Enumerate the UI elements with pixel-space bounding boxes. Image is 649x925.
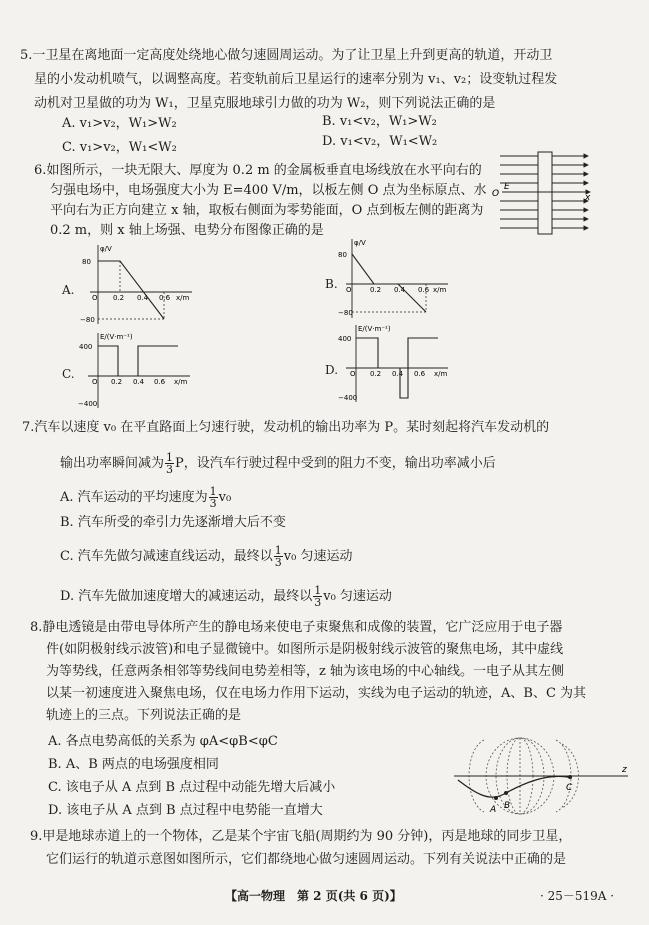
graph-a-curve bbox=[98, 261, 164, 319]
q6-option-d-label: D. bbox=[325, 363, 339, 377]
q5-line3: 动机对卫星做的功为 W₁，卫星克服地球引力做的功为 W₂，则下列说法正确的是 bbox=[34, 96, 496, 111]
tick-06: 0.6 bbox=[414, 370, 426, 378]
q8-line2: 件(如阴极射线示波管)和电子显微镜中。如图所示是阴极射线示波管的聚焦电场，其中虚线 bbox=[46, 642, 564, 657]
tick-04: 0.4 bbox=[137, 294, 149, 302]
tick-o: O bbox=[92, 378, 98, 386]
q5-option-d: D. v₁<v₂，W₁<W₂ bbox=[322, 134, 438, 149]
tick-06: 0.6 bbox=[154, 378, 166, 386]
tick-06: 0.6 bbox=[159, 294, 171, 302]
q7-option-d: D. 汽车先做加速度增大的减速运动，最终以 $\frac{1}{3}$ v₀ 匀速运动 bbox=[60, 584, 392, 609]
q5-option-a: A. v₁>v₂，W₁>W₂ bbox=[62, 116, 177, 131]
q5-option-b: B. v₁<v₂，W₁>W₂ bbox=[322, 114, 437, 129]
q6-option-c-label: C. bbox=[62, 367, 75, 381]
fraction-one-third: $\frac{1}{3}$ bbox=[166, 451, 174, 476]
q6-line4: 0.2 m，则 x 轴上场强、电势分布图像正确的是 bbox=[50, 223, 324, 238]
q6-option-a-label: A. bbox=[62, 283, 75, 297]
q6-line1: 6.如图所示，一块无限大、厚度为 0.2 m 的金属板垂直电场线放在水平向右的 bbox=[34, 163, 482, 178]
q6-graph-b bbox=[338, 236, 458, 321]
axis-e: E/(V·m⁻¹) bbox=[100, 333, 133, 341]
tick-neg80: −80 bbox=[80, 316, 95, 324]
tick-80: 80 bbox=[82, 258, 91, 266]
axis-x: x/m bbox=[433, 286, 447, 294]
q8-option-c: C. 该电子从 A 点到 B 点过程中动能先增大后减小 bbox=[48, 780, 336, 795]
origin-label: O bbox=[492, 189, 500, 199]
q8-line5: 轨迹上的三点。下列说法正确的是 bbox=[46, 708, 242, 723]
tick-neg80: −80 bbox=[338, 309, 353, 317]
tick-02: 0.2 bbox=[113, 294, 125, 302]
page-footer: 【高一物理 第 2 页(共 6 页)】 bbox=[225, 889, 402, 903]
q6-graph-a bbox=[80, 242, 200, 327]
q8-option-a: A. 各点电势高低的关系为 φA<φB<φC bbox=[48, 734, 278, 749]
axis-x: x/m bbox=[176, 294, 190, 302]
label-c: C bbox=[566, 783, 573, 793]
tick-400: 400 bbox=[338, 335, 352, 343]
tick-80: 80 bbox=[338, 251, 347, 259]
tick-04: 0.4 bbox=[392, 370, 404, 378]
q5-option-c: C. v₁>v₂，W₁<W₂ bbox=[62, 140, 177, 155]
q6-field-diagram bbox=[494, 150, 594, 236]
tick-neg400: −400 bbox=[78, 400, 98, 408]
q9-line1: 9.甲是地球赤道上的一个物体，乙是某个宇宙飞船(周期约为 90 分钟)，丙是地球的同步卫星， bbox=[30, 829, 572, 844]
tick-06: 0.6 bbox=[418, 286, 430, 294]
tick-04: 0.4 bbox=[394, 286, 406, 294]
q8-line4: 以某一初速度进入聚焦电场，仅在电场力作用下运动，实线为电子运动的轨迹，A、B、C 为其 bbox=[46, 686, 587, 701]
q6-line3: 平向右为正方向建立 x 轴，取板右侧面为零势能面，O 点到板左侧的距离为 bbox=[50, 203, 484, 218]
metal-plate bbox=[538, 152, 552, 234]
q7-line2: 输出功率瞬间减为 $\frac{1}{3}$ P，设汽车行驶过程中受到的阻力不变，输出功率减小后 bbox=[60, 451, 496, 476]
q5-line1: 5.一卫星在离地面一定高度处绕地心做匀速圆周运动。为了让卫星上升到更高的轨道，开动卫 bbox=[20, 48, 553, 63]
q7-option-c: C. 汽车先做匀减速直线运动，最终以 $\frac{1}{3}$ v₀ 匀速运动 bbox=[60, 544, 353, 569]
tick-02: 0.2 bbox=[111, 378, 123, 386]
q7-line1: 7.汽车以速度 v₀ 在平直路面上匀速行驶，发动机的输出功率为 P。某时刻起将汽车发动机的 bbox=[22, 420, 550, 435]
paper-code: · 25－519A · bbox=[540, 889, 615, 903]
q7-option-a: A. 汽车运动的平均速度为 $\frac{1}{3}$ v₀ bbox=[60, 485, 232, 510]
q8-line3: 为等势线，任意两条相邻等势线间电势差相等，z 轴为该电场的中心轴线。一电子从其左侧 bbox=[46, 664, 564, 679]
tick-o: O bbox=[346, 286, 352, 294]
q8-option-d: D. 该电子从 A 点到 B 点过程中电势能一直增大 bbox=[48, 803, 323, 818]
q6-option-b-label: B. bbox=[325, 277, 338, 291]
q8-line1: 8.静电透镜是由带电导体所产生的静电场来使电子束聚焦和成像的装置，它广泛应用于电子器 bbox=[30, 620, 563, 635]
axis-e: E/(V·m⁻¹) bbox=[358, 325, 391, 333]
label-a: A bbox=[490, 805, 497, 815]
x-label: x bbox=[585, 193, 591, 203]
z-label: z bbox=[622, 765, 627, 775]
q5-line2: 星的小发动机喷气，以调整高度。若变轨前后卫星运行的速率分别为 v₁、v₂；设变轨过程发 bbox=[34, 72, 558, 87]
axis-x: x/m bbox=[174, 378, 188, 386]
electron-trajectory bbox=[458, 776, 572, 797]
q6-line2: 匀强电场中，电场强度大小为 E=400 V/m，以板左侧 O 点为坐标原点、水 bbox=[50, 183, 487, 198]
fraction-one-third: $\frac{1}{3}$ bbox=[274, 544, 282, 569]
fraction-one-third: $\frac{1}{3}$ bbox=[314, 584, 322, 609]
tick-02: 0.2 bbox=[370, 370, 382, 378]
label-b: B bbox=[504, 801, 511, 811]
point-b bbox=[504, 791, 508, 795]
point-c bbox=[568, 775, 572, 779]
tick-400: 400 bbox=[79, 343, 93, 351]
graph-b-curve bbox=[352, 254, 426, 312]
q8-option-b: B. A、B 两点的电场强度相同 bbox=[48, 757, 219, 772]
axis-phi: φ/V bbox=[100, 245, 112, 253]
q6-graph-d bbox=[338, 322, 458, 404]
axis-x: x/m bbox=[434, 370, 448, 378]
tick-o: O bbox=[350, 370, 356, 378]
axis-phi: φ/V bbox=[354, 239, 366, 247]
tick-02: 0.2 bbox=[370, 286, 382, 294]
tick-04: 0.4 bbox=[133, 378, 145, 386]
point-a bbox=[494, 796, 498, 800]
fraction-one-third: $\frac{1}{3}$ bbox=[209, 485, 217, 510]
q7-option-b: B. 汽车所受的牵引力先逐渐增大后不变 bbox=[60, 515, 286, 530]
q6-graph-c bbox=[78, 330, 198, 410]
tick-o: O bbox=[92, 294, 98, 302]
field-label-e: E bbox=[504, 182, 510, 192]
q9-line2: 它们运行的轨道示意图如图所示，它们都绕地心做匀速圆周运动。下列有关说法中正确的是 bbox=[46, 852, 567, 867]
q8-lens-diagram bbox=[452, 732, 632, 826]
graph-c-curve bbox=[98, 346, 178, 376]
tick-neg400: −400 bbox=[338, 394, 358, 402]
